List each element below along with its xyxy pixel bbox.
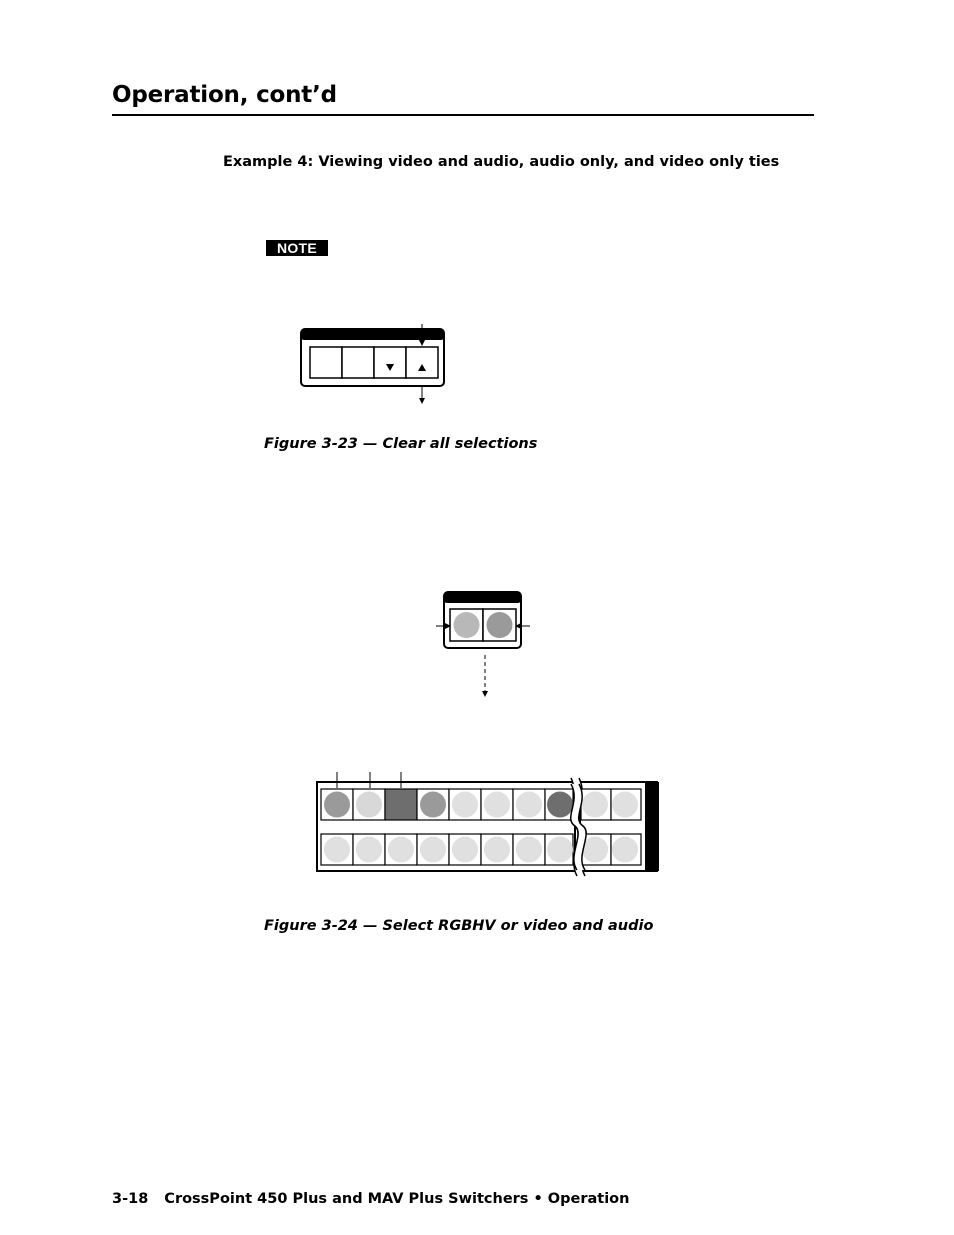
panel-button-up: [406, 347, 438, 378]
input-led: [612, 792, 638, 818]
input-led: [547, 837, 573, 863]
input-led: [324, 792, 350, 818]
input-led: [516, 792, 542, 818]
selector-panel-diagram: [430, 585, 540, 703]
figure-3-24-input-bank: [305, 768, 665, 878]
input-led: [484, 792, 510, 818]
input-bank-black-edge: [645, 782, 659, 871]
selector-led-right: [487, 612, 513, 638]
example-heading: Example 4: Viewing video and audio, audio only, and video only ties: [223, 154, 780, 170]
panel-button-1: [310, 347, 342, 378]
input-row-bottom: [321, 834, 641, 865]
input-led: [582, 792, 608, 818]
input-led: [420, 837, 446, 863]
input-led: [516, 837, 542, 863]
figure-3-24-caption: Figure 3-24 — Select RGBHV or video and audio: [264, 918, 654, 934]
clear-panel-diagram: [290, 318, 460, 408]
input-led: [612, 837, 638, 863]
panel-button-2: [342, 347, 374, 378]
arrow-down-icon: [482, 691, 488, 697]
input-led: [356, 837, 382, 863]
figure-3-23-caption: Figure 3-23 — Clear all selections: [264, 436, 538, 452]
control-panel-header-bar: [301, 329, 444, 340]
footer-text: CrossPoint 450 Plus and MAV Plus Switchers • Operation: [164, 1191, 630, 1207]
input-row-top: [321, 789, 641, 820]
page-footer: [112, 1191, 629, 1207]
page-number: 3-18: [112, 1191, 149, 1207]
section-title: Operation, cont’d: [112, 82, 337, 108]
input-led: [420, 792, 446, 818]
input-bank-diagram: [305, 768, 665, 878]
arrow-down-icon: [419, 398, 425, 404]
figure-3-23: [290, 318, 460, 408]
figure-3-24-selector: [430, 585, 540, 703]
input-led: [452, 792, 478, 818]
selector-panel-header-bar: [444, 592, 521, 603]
input-led: [388, 792, 414, 818]
input-led: [547, 792, 573, 818]
title-rule: [112, 114, 814, 116]
input-led: [324, 837, 350, 863]
input-led: [356, 792, 382, 818]
input-led: [452, 837, 478, 863]
input-led: [484, 837, 510, 863]
input-led: [388, 837, 414, 863]
note-badge: NOTE: [266, 240, 328, 256]
panel-button-down: [374, 347, 406, 378]
selector-led-left: [454, 612, 480, 638]
